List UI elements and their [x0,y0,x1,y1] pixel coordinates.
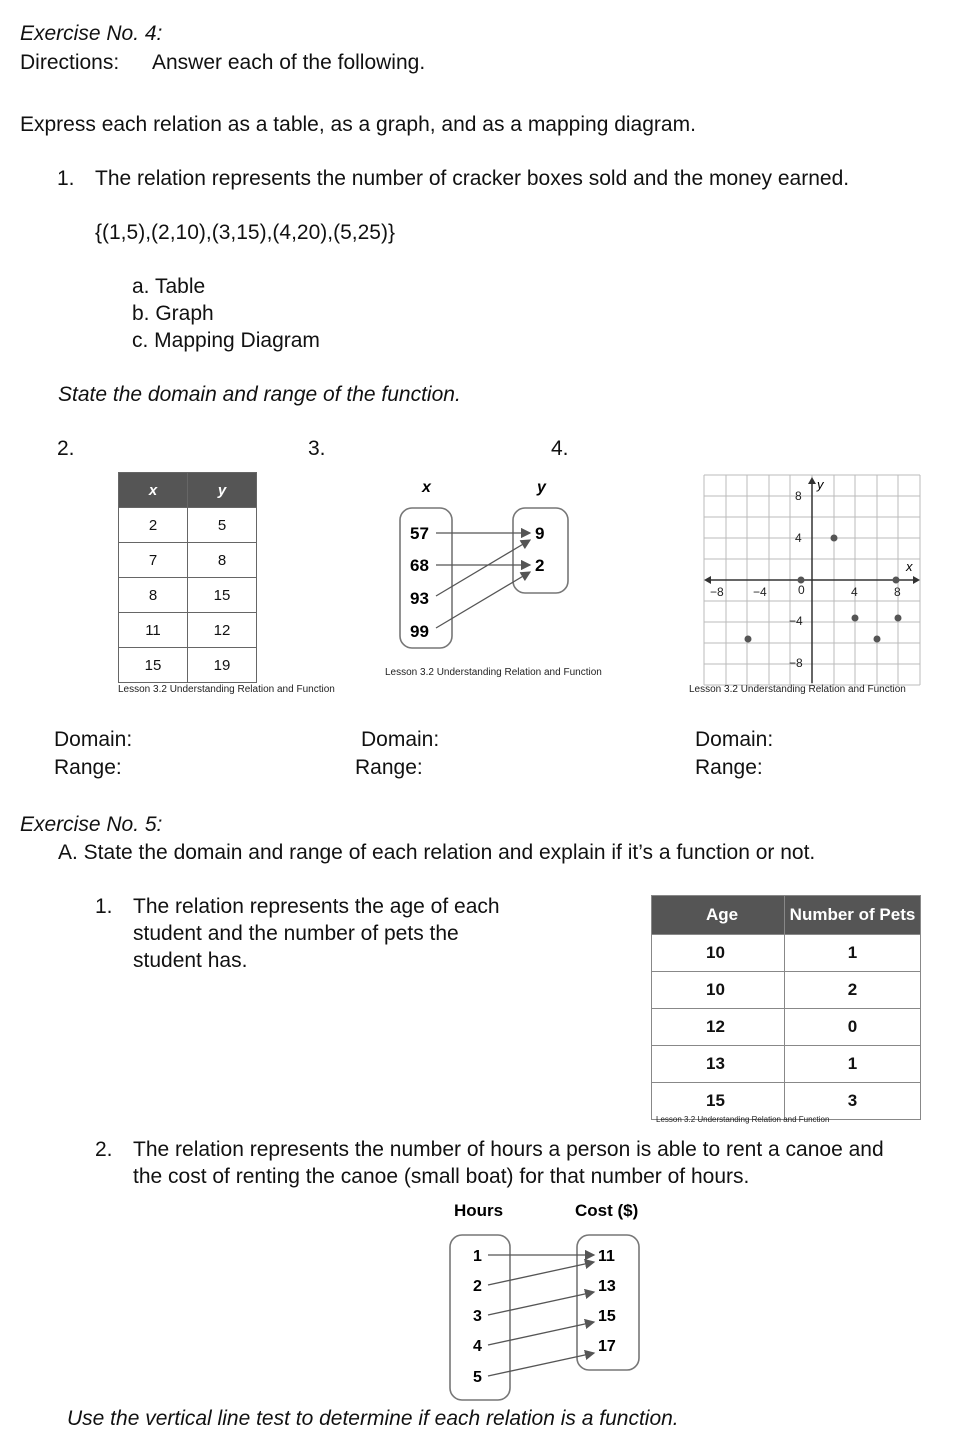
cell: 3 [785,1083,921,1120]
sub-item-mapping: c. Mapping Diagram [132,329,320,352]
cell: 11 [119,613,188,648]
coordinate-graph-4 [704,475,920,685]
header-x: x [119,473,188,508]
domain-label-4: Domain: [695,728,774,751]
point [831,535,838,542]
cell: 12 [652,1009,785,1046]
cell: 15 [119,648,188,683]
graph-caption: Lesson 3.2 Understanding Relation and Function [689,684,906,695]
range-label-4: Range: [695,756,763,779]
point [895,615,902,622]
ex5-item1-line2: student and the number of pets the [133,922,459,945]
table-row [652,1009,921,1046]
table-row [652,1046,921,1083]
table-row [119,508,257,543]
ex5-item2-number: 2. [95,1138,113,1161]
arrow [488,1322,594,1345]
header-age: Age [652,896,785,935]
sub-item-table: a. Table [132,275,206,298]
table-row [652,935,921,972]
item1-text: The relation represents the number of cracker boxes sold and the money earned. [95,167,850,190]
map3-x-label: x [422,479,431,496]
arrow [436,572,530,628]
domain-value: 57 [410,524,429,543]
hours-label: Hours [454,1201,504,1220]
graph-x-label: x [906,559,913,574]
cell: 2 [785,972,921,1009]
table-caption: Lesson 3.2 Understanding Relation and Function [118,684,335,695]
x-tick: −4 [753,585,767,599]
cost-value: 13 [598,1278,616,1295]
graph-y-label: y [817,477,824,492]
pets-table-caption: Lesson 3.2 Understanding Relation and Function [656,1115,830,1124]
hours-value: 2 [473,1278,482,1295]
map3-caption: Lesson 3.2 Understanding Relation and Function [385,667,602,678]
cell: 0 [785,1009,921,1046]
cell: 13 [652,1046,785,1083]
x-tick: 0 [798,583,805,597]
cell: 1 [785,1046,921,1083]
point [745,636,752,643]
cell: 8 [119,578,188,613]
cell: 7 [119,543,188,578]
table-row [119,648,257,683]
exercise4-title: Exercise No. 4: [20,22,163,45]
ex5-item2-line1: The relation represents the number of hours a person is able to rent a canoe and [133,1138,884,1161]
map3-y-label: y [537,479,546,496]
table-row [119,543,257,578]
cell: 15 [188,578,257,613]
domain-label-3: Domain: [361,728,440,751]
hours-value: 4 [473,1338,482,1355]
y-tick: −4 [789,614,803,628]
domain-value: 99 [410,622,429,641]
cost-value: 11 [598,1248,615,1265]
cell: 19 [188,648,257,683]
arrow [488,1262,594,1285]
table-row [652,972,921,1009]
range-label-3: Range: [355,756,423,779]
hours-value: 3 [473,1308,482,1325]
cost-label: Cost ($) [575,1201,639,1220]
ex5-item1-number: 1. [95,895,113,918]
x-tick: 4 [851,585,858,599]
arrow [488,1292,594,1315]
vertical-line-test-instruction: Use the vertical line test to determine if each relation is a function. [67,1407,679,1430]
item1-set: {(1,5),(2,10),(3,15),(4,20),(5,25)} [95,221,395,244]
y-tick: 8 [795,489,802,503]
cell: 2 [119,508,188,543]
problem-3-number: 3. [308,437,326,460]
problem-2-number: 2. [57,437,75,460]
ex5-item1-line3: student has. [133,949,248,972]
table-row [652,1083,921,1120]
cell: 8 [188,543,257,578]
x-tick: −8 [710,585,724,599]
range-value: 9 [535,524,545,543]
state-domain-range: State the domain and range of the function. [58,383,461,406]
ex5-item2-line2: the cost of renting the canoe (small boat) for that number of hours. [133,1165,750,1188]
cell: 10 [652,935,785,972]
part-a-instruction: A. State the domain and range of each relation and explain if it’s a function or not. [58,841,816,864]
x-tick: 8 [894,585,901,599]
range-label-2: Range: [54,756,122,779]
range-oval [513,508,568,593]
xy-table [118,472,257,683]
point [852,615,859,622]
cell: 15 [652,1083,785,1120]
point [893,577,900,584]
y-tick: −8 [789,656,803,670]
age-pets-table [651,895,921,1120]
cell: 10 [652,972,785,1009]
domain-value: 93 [410,589,429,608]
hours-value: 1 [473,1248,482,1265]
domain-value: 68 [410,556,429,575]
hours-value: 5 [473,1369,482,1386]
header-pets: Number of Pets [785,896,921,935]
directions-text: Answer each of the following. [152,51,426,74]
cost-value: 17 [598,1338,616,1355]
domain-label-2: Domain: [54,728,133,751]
item1-number: 1. [57,167,75,190]
point [874,636,881,643]
cell: 1 [785,935,921,972]
point [798,577,805,584]
cell: 5 [188,508,257,543]
y-tick: 4 [795,531,802,545]
range-value: 2 [535,556,545,575]
canoe-mapping-diagram [440,1195,660,1405]
table-row [119,613,257,648]
cell: 12 [188,613,257,648]
sub-item-graph: b. Graph [132,302,214,325]
problem-4-number: 4. [551,437,569,460]
directions-label: Directions: [20,51,120,74]
header-y: y [188,473,257,508]
cost-value: 15 [598,1308,616,1325]
express-instruction: Express each relation as a table, as a graph, and as a mapping diagram. [20,113,696,136]
mapping-diagram-3 [380,470,650,690]
table-row [119,578,257,613]
ex5-item1-line1: The relation represents the age of each [133,895,500,918]
exercise5-title: Exercise No. 5: [20,813,163,836]
